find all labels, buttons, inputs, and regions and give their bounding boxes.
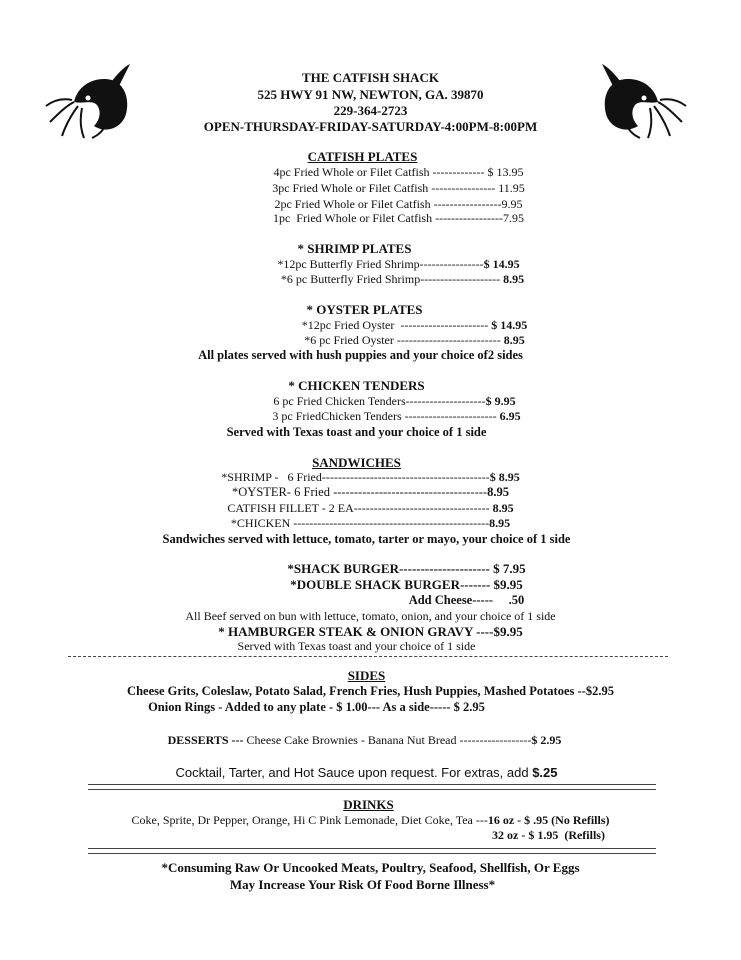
chicken-tenders-title: * CHICKEN TENDERS [288, 378, 425, 393]
menu-item: *12pc Fried Oyster ---------------------- $ 14.95 [301, 318, 528, 332]
menu-item: *6 pc Fried Oyster -------------------------- 8.95 [304, 333, 525, 347]
catfish-plates-title: CATFISH PLATES [307, 149, 418, 164]
divider [88, 784, 656, 790]
chicken-note: Served with Texas toast and your choice of 1 side [226, 425, 487, 439]
menu-item: *SHACK BURGER--------------------- $ 7.95 [287, 561, 526, 576]
food-warning: May Increase Your Risk Of Food Borne Illness* [229, 877, 496, 892]
shrimp-plates-title: * SHRIMP PLATES [297, 241, 412, 256]
menu-item: *OYSTER- 6 Fried -------------------------------------8.95 [232, 485, 509, 499]
oyster-plates-title: * OYSTER PLATES [306, 302, 423, 317]
food-warning: *Consuming Raw Or Uncooked Meats, Poultry, Seafood, Shellfish, Or Eggs [161, 860, 580, 875]
menu-item: *SHRIMP - 6 Fried------------------------------------------$ 8.95 [221, 470, 520, 484]
menu-item: 6 pc Fried Chicken Tenders--------------------$ 9.95 [273, 394, 516, 408]
sauce-note: Cocktail, Tarter, and Hot Sauce upon request. For extras, add $.25 [175, 765, 558, 780]
menu-item: 4pc Fried Whole or Filet Catfish ------------- $ 13.95 [273, 165, 524, 179]
desserts-line: DESSERTS --- Cheese Cake Brownies - Banana Nut Bread ------------------$ 2.95 [167, 733, 562, 747]
restaurant-phone: 229-364-2723 [333, 103, 408, 118]
menu-item: 2pc Fried Whole or Filet Catfish -----------------9.95 [274, 197, 523, 211]
sides-list: Cheese Grits, Coleslaw, Potato Salad, French Fries, Hush Puppies, Mashed Potatoes --$2.95 [127, 684, 614, 698]
menu-item: *DOUBLE SHACK BURGER------- $9.95 [290, 577, 523, 592]
sandwiches-title: SANDWICHES [312, 455, 401, 470]
menu-item: * HAMBURGER STEAK & ONION GRAVY ----$9.95 [218, 624, 523, 639]
menu-item: 3pc Fried Whole or Filet Catfish ---------------- 11.95 [272, 181, 525, 195]
restaurant-name: THE CATFISH SHACK [301, 70, 439, 85]
divider [88, 848, 656, 854]
sandwiches-note: Sandwiches served with lettuce, tomato, tarter or mayo, your choice of 1 side [162, 532, 571, 546]
restaurant-hours: OPEN-THURSDAY-FRIDAY-SATURDAY-4:00PM-8:00PM [203, 119, 538, 134]
menu-item: 3 pc FriedChicken Tenders ----------------------- 6.95 [272, 409, 521, 423]
divider [68, 656, 668, 657]
menu-item: 1pc Fried Whole or Filet Catfish -----------------7.95 [272, 211, 525, 225]
sides-title: SIDES [347, 668, 386, 683]
menu-item: *12pc Butterfly Fried Shrimp----------------$ 14.95 [277, 257, 520, 271]
menu-item: *6 pc Butterfly Fried Shrimp-------------------- 8.95 [280, 272, 525, 286]
plates-note: All plates served with hush puppies and your choice of2 sides [198, 348, 523, 362]
beef-note: All Beef served on bun with lettuce, tomato, onion, and your choice of 1 side [185, 609, 556, 623]
menu-item: *CHICKEN -------------------------------------------------8.95 [230, 516, 511, 530]
drinks-list: Coke, Sprite, Dr Pepper, Orange, Hi C Pink Lemonade, Diet Coke, Tea ---16 oz - $ .95 (No Refills) [131, 813, 610, 827]
menu-item: Add Cheese----- .50 [408, 593, 525, 607]
restaurant-address: 525 HWY 91 NW, NEWTON, GA. 39870 [257, 87, 484, 102]
menu-item: CATFISH FILLET - 2 EA---------------------------------- 8.95 [227, 501, 514, 515]
steak-note: Served with Texas toast and your choice of 1 side [237, 639, 476, 653]
onion-rings: Onion Rings - Added to any plate - $ 1.00--- As a side----- $ 2.95 [148, 700, 485, 714]
drinks-large: 32 oz - $ 1.95 (Refills) [492, 828, 605, 842]
drinks-title: DRINKS [343, 797, 394, 812]
